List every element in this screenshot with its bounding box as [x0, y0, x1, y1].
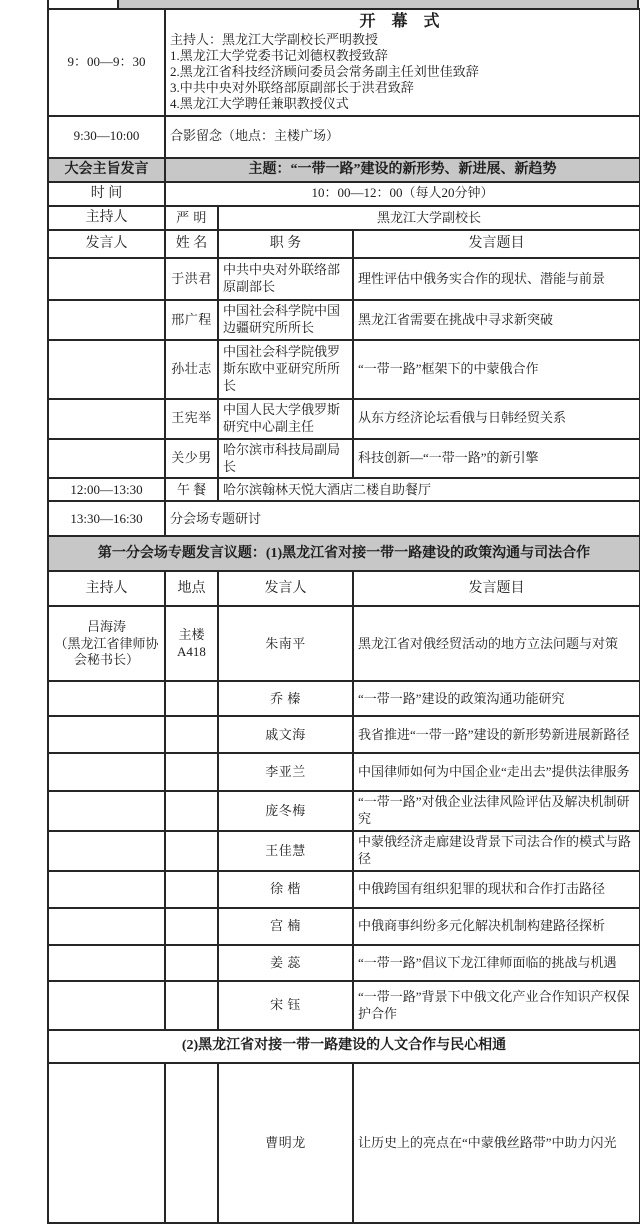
opening-title: 开 幕 式	[359, 13, 446, 30]
table-row	[48, 681, 640, 716]
speaker-name: 关少男	[165, 439, 218, 479]
table-row	[48, 340, 640, 399]
table-row	[48, 1063, 640, 1223]
speaker-topic: 让历史上的亮点在“中蒙俄丝路带”中助力闪光	[353, 1063, 640, 1223]
table-row	[48, 571, 640, 606]
opening-ceremony-cell	[165, 9, 640, 116]
session1-host-name: 吕海涛	[86, 618, 126, 634]
opening-item: 3.中共中央对外联络部原副部长于洪君致辞	[170, 80, 414, 96]
column-header-duty: 职 务	[218, 230, 353, 258]
table-row	[48, 908, 640, 945]
speaker-topic: 理性评估中俄务实合作的现状、潜能与前景	[353, 258, 640, 300]
table-row	[48, 606, 640, 681]
host-label-cell: 主持人	[48, 206, 165, 230]
empty-cell	[165, 753, 218, 791]
session1-venue-cell	[165, 606, 218, 681]
empty-cell	[165, 1063, 218, 1223]
opening-item: 4.黑龙江大学聘任兼职教授仪式	[170, 96, 349, 112]
opening-item: 2.黑龙江省科技经济顾问委员会常务副主任刘世佳致辞	[170, 64, 479, 80]
column-header-topic: 发言题目	[353, 230, 640, 258]
table-row	[48, 230, 640, 258]
empty-cell	[48, 908, 165, 945]
session1-host-org: （黑龙江省律师协会秘书长）	[54, 635, 159, 668]
sliver-right-cell	[119, 0, 639, 8]
empty-cell	[165, 716, 218, 753]
empty-cell	[48, 258, 165, 300]
speaker-topic: 黑龙江省对俄经贸活动的地方立法问题与对策	[353, 606, 640, 681]
empty-cell	[48, 340, 165, 399]
table-row	[48, 9, 640, 116]
empty-cell	[48, 300, 165, 340]
opening-lines	[170, 32, 635, 113]
empty-cell	[48, 791, 165, 831]
breakout-desc-cell: 分会场专题研讨	[165, 501, 640, 536]
speaker-name: 宋 钰	[218, 981, 353, 1030]
speaker-duty: 中国社会科学院俄罗斯东欧中亚研究所所长	[218, 340, 353, 399]
time-label-cell: 时 间	[48, 182, 165, 206]
table-row	[48, 831, 640, 871]
speaker-name: 王佳慧	[218, 831, 353, 871]
speaker-duty: 中共中央对外联络部原副部长	[218, 258, 353, 300]
table-row	[48, 478, 640, 501]
table-row	[48, 753, 640, 791]
photo-desc-cell: 合影留念（地点：主楼广场）	[165, 116, 640, 158]
speaker-name: 庞冬梅	[218, 791, 353, 831]
opening-item: 1.黑龙江大学党委书记刘德权教授致辞	[170, 48, 388, 64]
table-row	[48, 791, 640, 831]
empty-cell	[48, 399, 165, 439]
column-header-host: 主持人	[48, 571, 165, 606]
speaker-name: 姜 蕊	[218, 945, 353, 981]
speaker-duty: 中国人民大学俄罗斯研究中心副主任	[218, 399, 353, 439]
table-row	[48, 158, 640, 182]
opening-host-line: 主持人：黑龙江大学副校长严明教授	[170, 32, 379, 47]
previous-row-sliver	[47, 0, 639, 8]
speaker-topic: “一带一路”对俄企业法律风险评估及解决机制研究	[353, 791, 640, 831]
time-cell: 12:00—13:30	[48, 478, 165, 501]
venue-building: 主楼	[178, 627, 205, 643]
speaker-name: 李亚兰	[218, 753, 353, 791]
empty-cell	[48, 871, 165, 908]
table-row	[48, 1030, 640, 1063]
empty-cell	[48, 716, 165, 753]
table-row	[48, 871, 640, 908]
empty-cell	[165, 681, 218, 716]
speaker-topic: 中俄跨国有组织犯罪的现状和合作打击路径	[353, 871, 640, 908]
lunch-label-cell: 午 餐	[165, 478, 218, 501]
session2-header-cell: (2)黑龙江省对接一带一路建设的人文合作与民心相通	[48, 1030, 640, 1063]
host-name-cell: 严 明	[165, 206, 218, 230]
empty-cell	[165, 945, 218, 981]
table-row	[48, 716, 640, 753]
speaker-topic: 我省推进“一带一路”建设的新形势新进展新路径	[353, 716, 640, 753]
empty-cell	[48, 831, 165, 871]
table-row	[48, 536, 640, 571]
host-title-cell: 黑龙江大学副校长	[218, 206, 640, 230]
speaker-name: 朱南平	[218, 606, 353, 681]
speaker-name: 徐 楷	[218, 871, 353, 908]
empty-cell	[48, 1063, 165, 1223]
time-cell: 13:30—16:30	[48, 501, 165, 536]
speaker-name: 邢广程	[165, 300, 218, 340]
empty-cell	[48, 681, 165, 716]
speaker-name: 孙壮志	[165, 340, 218, 399]
sliver-left-cell	[47, 0, 119, 8]
empty-cell	[48, 981, 165, 1030]
speaker-duty: 哈尔滨市科技局副局长	[218, 439, 353, 479]
venue-room: A418	[177, 643, 206, 659]
table-row	[48, 182, 640, 206]
empty-cell	[165, 831, 218, 871]
schedule-table	[47, 8, 640, 1224]
table-row	[48, 206, 640, 230]
empty-cell	[165, 908, 218, 945]
speaker-topic: 中国律师如何为中国企业“走出去”提供法律服务	[353, 753, 640, 791]
table-row	[48, 439, 640, 479]
time-value-cell: 10：00—12：00（每人20分钟）	[165, 182, 640, 206]
speaker-topic: 科技创新—“一带一路”的新引擎	[353, 439, 640, 479]
speaker-name: 于洪君	[165, 258, 218, 300]
session1-host-cell	[48, 606, 165, 681]
speaker-topic: 中蒙俄经济走廊建设背景下司法合作的模式与路径	[353, 831, 640, 871]
speaker-duty: 中国社会科学院中国边疆研究所所长	[218, 300, 353, 340]
table-row	[48, 945, 640, 981]
speaker-name: 王宪举	[165, 399, 218, 439]
empty-cell	[48, 753, 165, 791]
column-header-speaker: 发言人	[218, 571, 353, 606]
speaker-name: 戚文海	[218, 716, 353, 753]
session1-header-cell: 第一分会场专题发言议题：(1)黑龙江省对接一带一路建设的政策沟通与司法合作	[48, 536, 640, 571]
table-row	[48, 501, 640, 536]
empty-cell	[165, 871, 218, 908]
speaker-name: 乔 榛	[218, 681, 353, 716]
speaker-topic: 中俄商事纠纷多元化解决机制构建路径探析	[353, 908, 640, 945]
table-row	[48, 399, 640, 439]
table-row	[48, 116, 640, 158]
speaker-topic: 黑龙江省需要在挑战中寻求新突破	[353, 300, 640, 340]
column-header-speaker: 发言人	[48, 230, 165, 258]
speaker-topic: “一带一路”背景下中俄文化产业合作知识产权保护合作	[353, 981, 640, 1030]
speaker-name: 宫 楠	[218, 908, 353, 945]
column-header-venue: 地点	[165, 571, 218, 606]
column-header-name: 姓 名	[165, 230, 218, 258]
speaker-topic: “一带一路”框架下的中蒙俄合作	[353, 340, 640, 399]
speaker-topic: “一带一路”倡议下龙江律师面临的挑战与机遇	[353, 945, 640, 981]
column-header-topic: 发言题目	[353, 571, 640, 606]
speaker-topic: 从东方经济论坛看俄与日韩经贸关系	[353, 399, 640, 439]
table-row	[48, 300, 640, 340]
empty-cell	[165, 791, 218, 831]
speaker-name: 曹明龙	[218, 1063, 353, 1223]
speaker-topic: “一带一路”建设的政策沟通功能研究	[353, 681, 640, 716]
empty-cell	[165, 981, 218, 1030]
table-row	[48, 258, 640, 300]
table-row	[48, 981, 640, 1030]
time-cell: 9：00—9：30	[48, 9, 165, 116]
lunch-desc-cell: 哈尔滨翰林天悦大酒店二楼自助餐厅	[218, 478, 640, 501]
plenary-label-cell: 大会主旨发言	[48, 158, 165, 182]
empty-cell	[48, 945, 165, 981]
time-cell: 9:30—10:00	[48, 116, 165, 158]
plenary-theme-cell: 主题：“一带一路”建设的新形势、新进展、新趋势	[165, 158, 640, 182]
empty-cell	[48, 439, 165, 479]
